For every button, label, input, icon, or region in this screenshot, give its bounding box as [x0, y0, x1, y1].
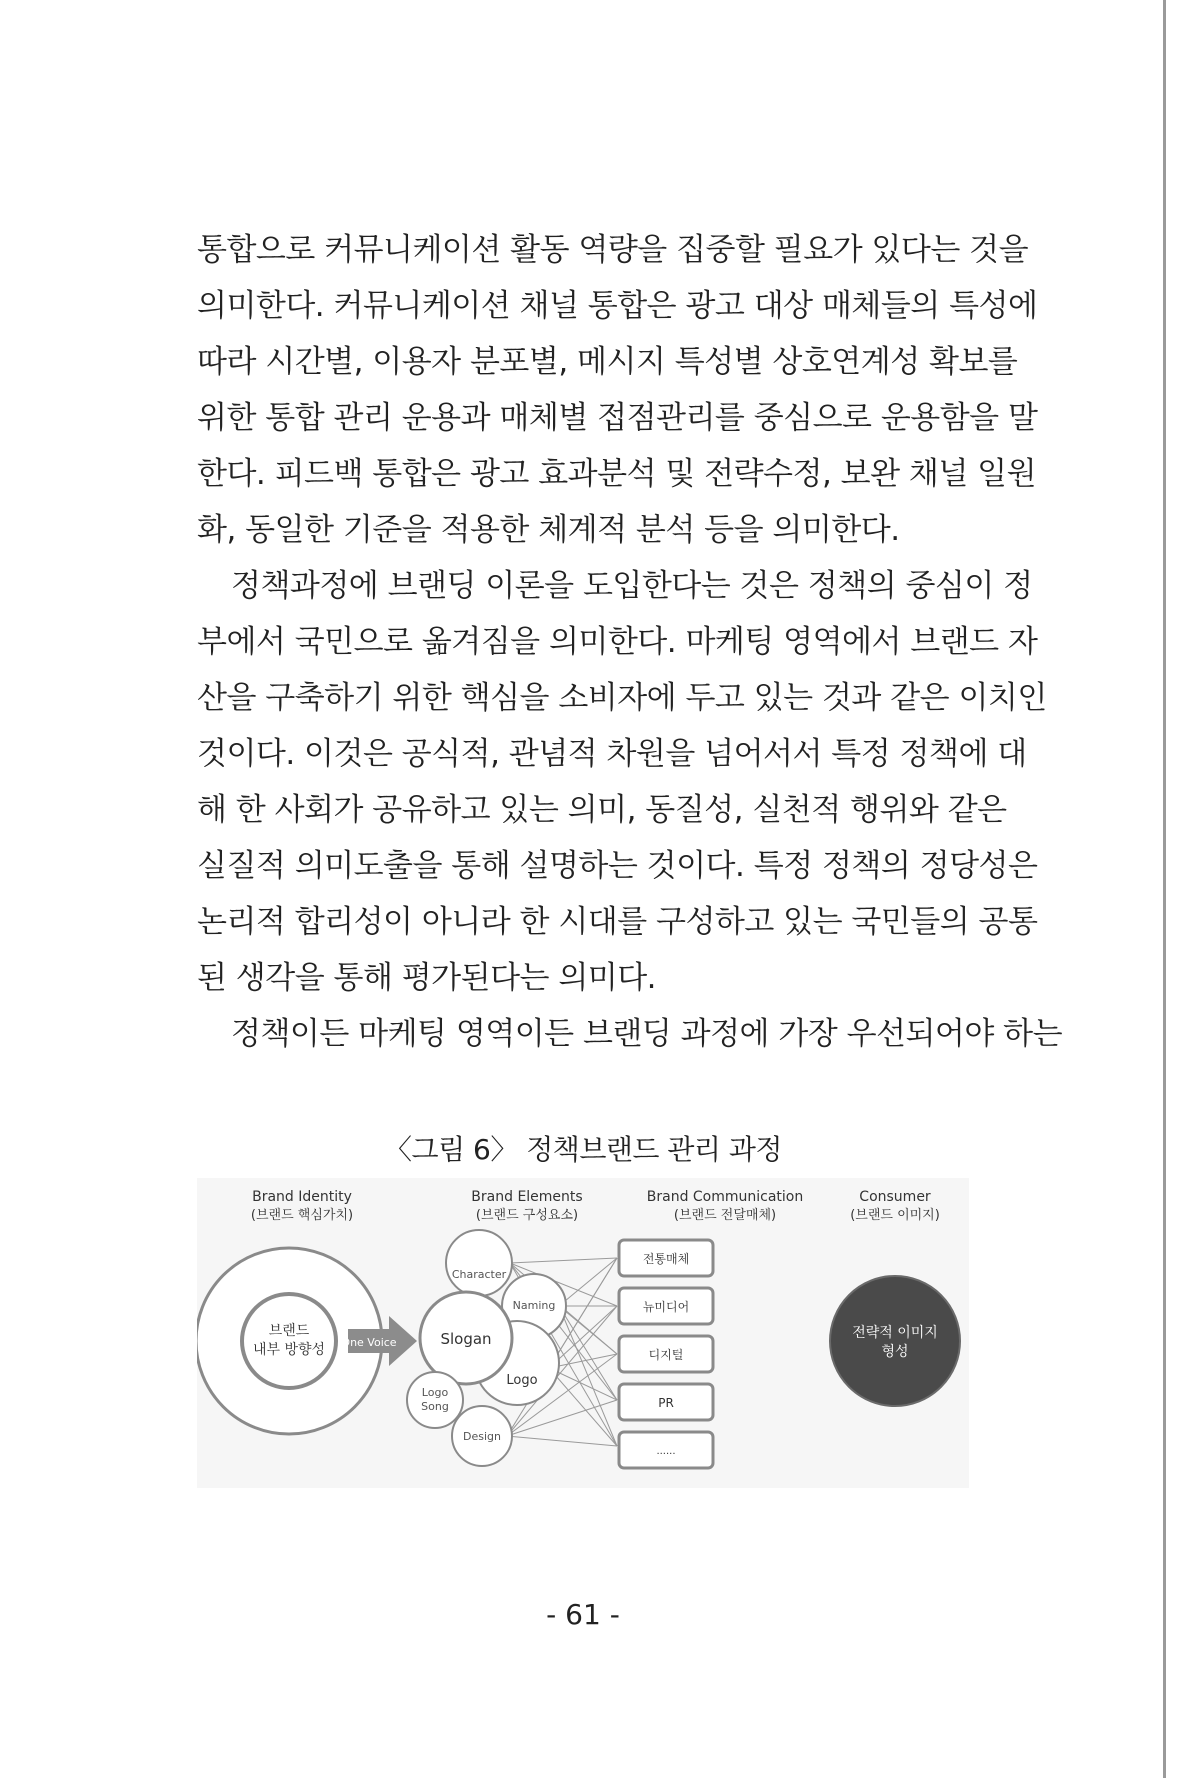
text-line: 부에서 국민으로 옮겨짐을 의미한다. 마케팅 영역에서 브랜드 자 [197, 624, 1038, 660]
text-line: 통합으로 커뮤니케이션 활동 역량을 집중할 필요가 있다는 것을 [197, 232, 1029, 268]
text-line: 해 한 사회가 공유하고 있는 의미, 동질성, 실천적 행위와 같은 [197, 792, 1007, 828]
text-line: 산을 구축하기 위한 핵심을 소비자에 두고 있는 것과 같은 이치인 [197, 680, 1047, 716]
element-label-design: Design [463, 1430, 501, 1443]
column-title: Consumer [859, 1189, 931, 1205]
text-line: 위한 통합 관리 운용과 매체별 접점관리를 중심으로 운용함을 말 [197, 400, 1038, 436]
element-label-logo-song: Logo [421, 1386, 449, 1399]
media-label: ...... [656, 1446, 676, 1457]
media-label: 뉴미디어 [642, 1300, 690, 1314]
element-circle-character [446, 1230, 512, 1296]
identity-label: 내부 방향성 [252, 1342, 326, 1358]
text-line: 한다. 피드백 통합은 광고 효과분석 및 전략수정, 보완 채널 일원 [197, 456, 1037, 492]
column-title: Brand Communication [646, 1189, 804, 1205]
element-label-naming: Naming [512, 1299, 556, 1312]
element-label-slogan: Slogan [440, 1330, 492, 1348]
text-line: 의미한다. 커뮤니케이션 채널 통합은 광고 대상 매체들의 특성에 [197, 288, 1038, 324]
column-subtitle: (브랜드 구성요소) [475, 1208, 579, 1223]
text-line: 화, 동일한 기준을 적용한 체계적 분석 등을 의미한다. [197, 512, 900, 548]
element-label-logo: Logo [506, 1373, 538, 1388]
identity-inner-circle [242, 1294, 336, 1388]
media-label: PR [658, 1396, 674, 1410]
consumer-circle [830, 1276, 960, 1406]
page-number: - 61 - [546, 1598, 620, 1631]
column-subtitle: (브랜드 핵심가치) [250, 1208, 354, 1223]
element-label-logo-song: Song [421, 1400, 449, 1413]
identity-label: 브랜드 [268, 1323, 310, 1339]
diagram-svg [197, 1178, 969, 1488]
media-label: 디지털 [648, 1348, 684, 1362]
column-subtitle: (브랜드 이미지) [850, 1208, 940, 1223]
media-label: 전통매체 [642, 1252, 690, 1266]
consumer-label: 형성 [881, 1344, 909, 1360]
text-line: 것이다. 이것은 공식적, 관념적 차원을 넘어서서 특정 정책에 대 [197, 736, 1027, 772]
brand-management-diagram [197, 1178, 969, 1488]
text-line: 따라 시간별, 이용자 분포별, 메시지 특성별 상호연계성 확보를 [197, 344, 1018, 380]
column-subtitle: (브랜드 전달매체) [673, 1208, 777, 1223]
text-line: 실질적 의미도출을 통해 설명하는 것이다. 특정 정책의 정당성은 [197, 848, 1038, 884]
text-line: 된 생각을 통해 평가된다는 의미다. [197, 960, 657, 996]
text-line: 정책이든 마케팅 영역이든 브랜딩 과정에 가장 우선되어야 하는 [231, 1016, 1063, 1052]
arrow-label: One Voice [341, 1336, 397, 1349]
figure-caption: 〈그림 6〉 정책브랜드 관리 과정 [384, 1133, 782, 1166]
consumer-label: 전략적 이미지 [852, 1325, 938, 1341]
element-label-character: Character [451, 1268, 507, 1281]
column-title: Brand Elements [471, 1189, 583, 1205]
text-line: 논리적 합리성이 아니라 한 시대를 구성하고 있는 국민들의 공통 [197, 904, 1038, 940]
text-line: 정책과정에 브랜딩 이론을 도입한다는 것은 정책의 중심이 정 [231, 568, 1033, 604]
body-text [197, 222, 1063, 1062]
column-title: Brand Identity [252, 1189, 352, 1205]
